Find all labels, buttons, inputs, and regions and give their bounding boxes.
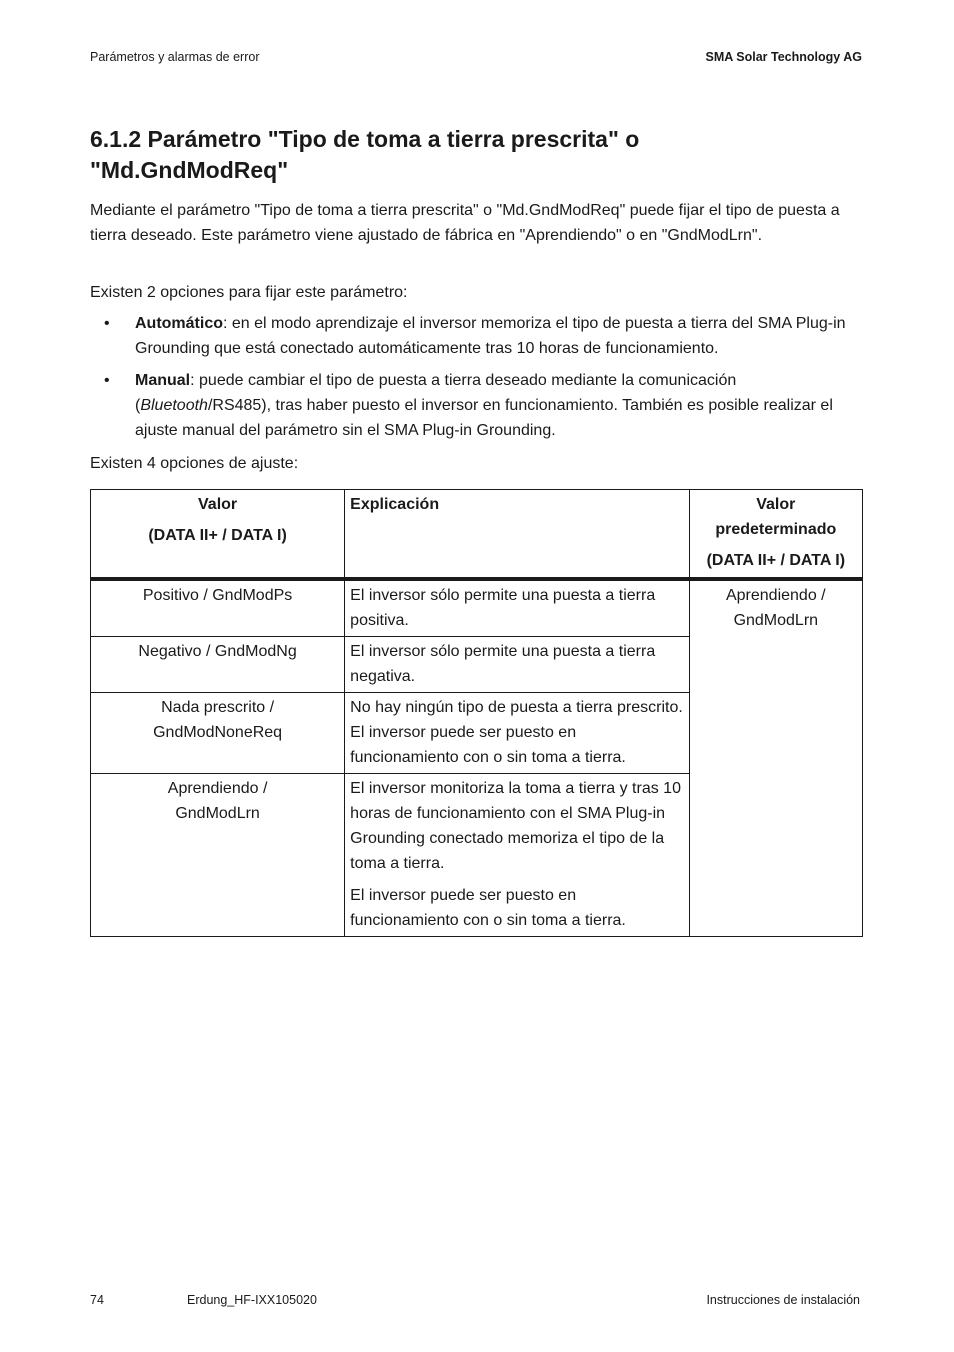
bullet-italic: Bluetooth (140, 397, 208, 414)
page-number: 74 (90, 1293, 104, 1307)
table-header-row (91, 490, 863, 580)
header-default: Valor predeterminado (DATA II+ / DATA I) (689, 490, 862, 580)
running-header-section: Parámetros y alarmas de error (90, 50, 260, 64)
cell-default: Aprendiendo / GndModLrn (689, 579, 862, 937)
cell-explanation: El inversor sólo permite una puesta a tierra negativa. (345, 637, 689, 693)
bullet-dot-icon: • (104, 372, 110, 389)
cell-value: Negativo / GndModNg (91, 637, 345, 693)
bullet-text: : puede cambiar el tipo de puesta a tierra deseado mediante la comunicación ( (135, 372, 737, 414)
options-intro: Existen 2 opciones para fijar este parámetro: (90, 284, 408, 301)
cell-value: Positivo / GndModPs (91, 579, 345, 637)
section-heading-line2: "Md.GndModReq" (90, 157, 289, 183)
doc-code: Erdung_HF-IXX105020 (187, 1293, 317, 1307)
section-heading-line1: 6.1.2 Parámetro "Tipo de toma a tierra prescrita" o (90, 126, 640, 152)
settings-intro: Existen 4 opciones de ajuste: (90, 455, 299, 472)
cell-explanation: El inversor monitoriza la toma a tierra y tras 10 horas de funcionamiento con el SMA Plug-in Grounding conectado memoriza el tipo de la toma a tierra. El inversor puede ser puesto en funcionamiento con o sin toma a tierra. (345, 774, 689, 937)
doc-type: Instrucciones de instalación (706, 1293, 860, 1307)
running-header-company: SMA Solar Technology AG (705, 50, 862, 64)
cell-explanation: El inversor sólo permite una puesta a tierra positiva. (345, 579, 689, 637)
bullet-term: Automático (135, 315, 223, 332)
bullet-manual (90, 368, 865, 443)
bullet-text: : en el modo aprendizaje el inversor memoriza el tipo de puesta a tierra del SMA Plug-in Grounding que está conectado automáticamente tras 10 horas de funcionamiento. (135, 315, 846, 357)
header-value: Valor (DATA II+ / DATA I) (91, 490, 345, 580)
bullet-dot-icon: • (104, 315, 110, 332)
section-heading (90, 124, 810, 186)
table-row (91, 579, 863, 637)
cell-explanation: No hay ningún tipo de puesta a tierra prescrito. El inversor puede ser puesto en funcionamiento con o sin toma a tierra. (345, 693, 689, 774)
intro-paragraph: Mediante el parámetro "Tipo de toma a tierra prescrita" o "Md.GndModReq" puede fijar el tipo de puesta a tierra deseado. Este parámetro viene ajustado de fábrica en "Aprendiendo" o en "GndModLrn". (90, 202, 840, 244)
cell-value: Aprendiendo / GndModLrn (91, 774, 345, 937)
bullet-term: Manual (135, 372, 191, 389)
settings-table (90, 489, 863, 937)
bullet-text: /RS485), tras haber puesto el inversor en funcionamiento. También es posible realizar el ajuste manual del parámetro sin el SMA Plug-in Grounding. (135, 397, 833, 439)
cell-value: Nada prescrito / GndModNoneReq (91, 693, 345, 774)
bullet-automatic (90, 311, 865, 361)
header-explanation: Explicación (345, 490, 689, 580)
